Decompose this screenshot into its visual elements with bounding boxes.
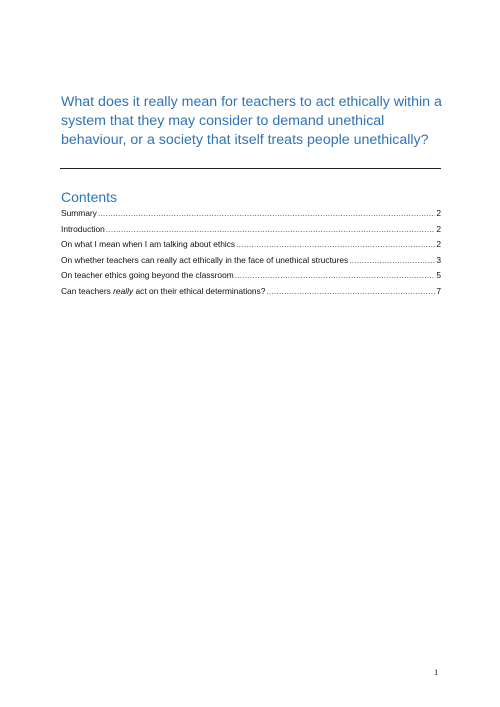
toc-dot-leader [235,268,436,284]
toc-entry-page: 2 [436,239,441,250]
toc-entry-label: On what I mean when I am talking about ethics [61,239,236,250]
toc-dot-leader [266,284,435,300]
toc-entry-page: 3 [436,254,441,265]
document-title: What does it really mean for teachers to act ethically within a system that they may consider to demand unethical behaviour, or a society that itself treats people unethically? [61,94,442,148]
toc-entry-ethical-determinations[interactable] [61,284,441,300]
toc-dot-leader [98,206,435,222]
toc-label-part: act on their ethical determinations? [133,285,266,296]
toc-entry-page: 5 [436,270,441,281]
toc-entry-unethical-structures[interactable] [61,253,441,269]
toc-dot-leader [106,222,436,238]
title-divider [60,168,441,169]
toc-entry-label: On teacher ethics going beyond the classroom [61,270,234,281]
toc-label-part: Can teachers [61,285,114,296]
toc-entry-beyond-classroom[interactable] [61,268,441,284]
toc-entry-page: 2 [436,223,441,234]
contents-heading: Contents [61,189,118,205]
toc-dot-leader [349,253,435,269]
toc-label-emphasis: really [113,285,134,296]
page-number: 1 [434,667,439,677]
toc-entry-meaning-of-ethics[interactable] [61,237,441,253]
toc-entry-label: On whether teachers can really act ethically in the face of unethical structures [61,254,349,265]
toc-entry-label: Introduction [61,223,105,234]
toc-entry-page: 7 [436,285,441,296]
toc-entry-label: Summary [61,208,97,218]
toc-entry-summary[interactable] [61,206,441,222]
table-of-contents [61,206,441,300]
toc-dot-leader [236,237,435,253]
toc-entry-introduction[interactable] [61,222,441,238]
toc-entry-label [61,284,265,300]
toc-entry-page: 2 [436,208,441,218]
